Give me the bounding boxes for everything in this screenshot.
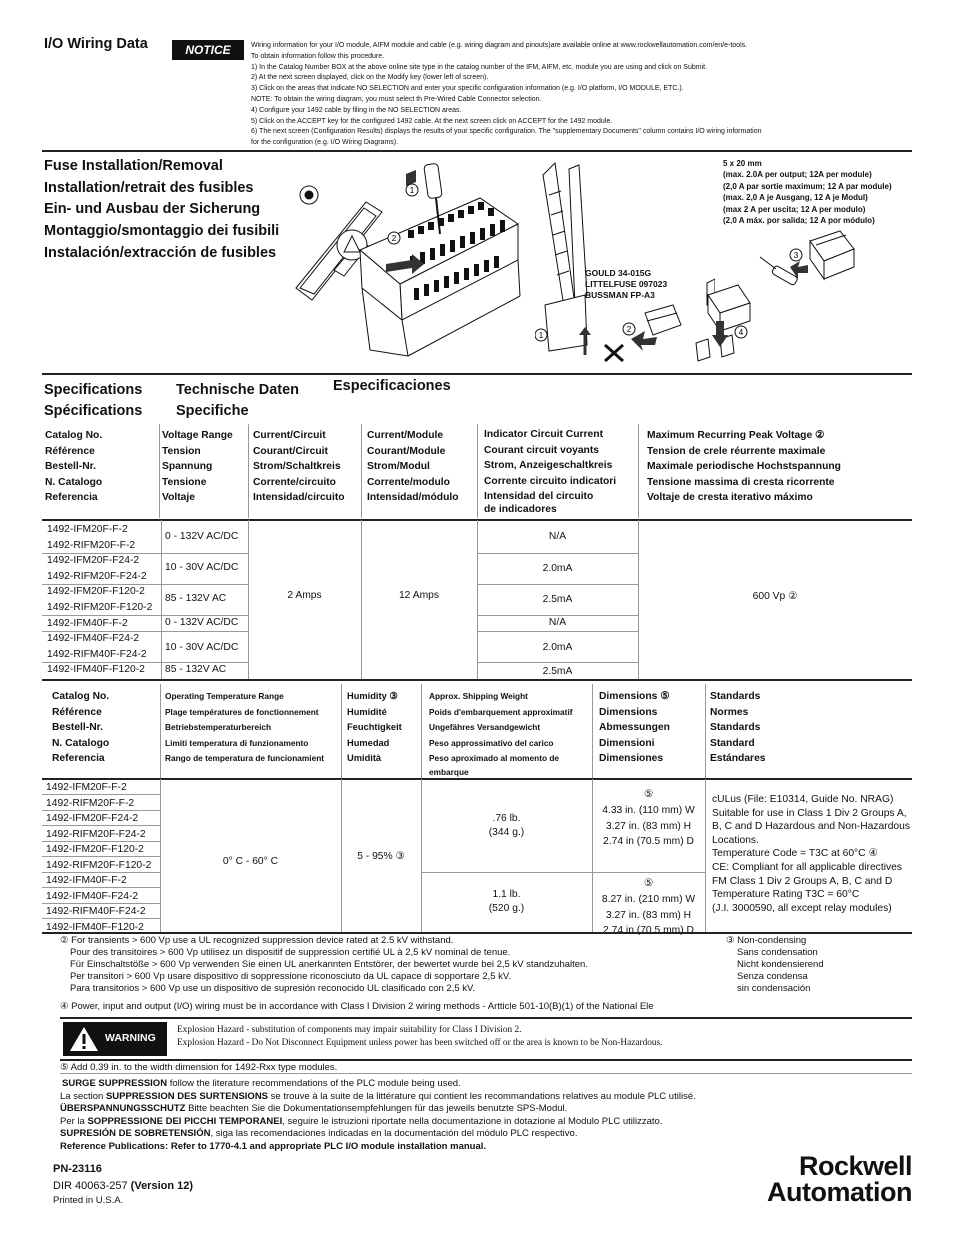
dimension-line: 2.74 in (70.5 mm) D <box>603 836 694 848</box>
fuse-titles <box>44 156 279 265</box>
catalog-list-2 <box>46 780 151 935</box>
fuse-title-fr: Installation/retrait des fusibles <box>44 179 254 196</box>
header-line: Voltage Range <box>162 430 233 441</box>
table-row: 1492-IFM20F-F-2 <box>47 524 128 535</box>
step-number: 1 <box>538 331 544 340</box>
fuse-rating-line: (max 2 A per uscita; 12 A per modulo) <box>723 204 866 214</box>
header-line: Maximum Recurring Peak Voltage ② <box>647 430 825 441</box>
step-number: 1 <box>409 186 415 195</box>
header-line: Référence <box>45 445 95 457</box>
header-line: Catalog No. <box>45 430 103 441</box>
spec-heading-en-fr <box>44 380 142 422</box>
fuse-brand: LITTELFUSE 097023 <box>585 279 668 289</box>
standards-list <box>712 793 910 915</box>
table-row: 1492-IFM40F-F24-2 <box>47 633 140 645</box>
header-peak <box>647 428 841 506</box>
header-line: Voltaje <box>162 492 195 503</box>
dimensions-40 <box>592 876 705 939</box>
current-module-value: 12 Amps <box>398 590 440 601</box>
footnote-line: ② For transients > 600 Vp use a UL recognized suppression device rated at 2.5 kV withstand. <box>60 935 454 946</box>
io-line: 1) In the Catalog Number BOX at the above online site type in the catalog number of the IFM, AIFM, etc. module you are using and click on Submit. <box>251 63 708 71</box>
header-line: Tensione massima di cresta ricorrente <box>647 476 835 488</box>
fuse-title-de: Ein- und Ausbau der Sicherung <box>44 201 261 218</box>
header-line: Humedad <box>347 737 390 748</box>
standard-line: Locations. <box>712 834 759 846</box>
fuse-rating-line: (max. 2,0 A je Ausgang, 12 A je Modul) <box>723 193 868 203</box>
header-line: Dimensiones <box>599 753 664 764</box>
header-line: Ungefähres Versandgewicht <box>429 722 541 732</box>
header-line: Intensidad/circuito <box>253 492 345 503</box>
header-voltage <box>162 428 233 506</box>
header-line: Spannung <box>162 461 213 472</box>
table-row: 1492-IFM40F-F-2 <box>46 875 127 886</box>
fuse-brands <box>585 268 667 301</box>
footnote-line: Per transitori > 600 Vp usare dispositivo di soppressione riconosciuto da UL capace di sopportare 2,5 kV. <box>70 971 512 982</box>
standard-line: B, C and D Hazardous and Non-Hazardous <box>712 821 911 833</box>
fuse-title-es: Instalación/extracción de fusibles <box>44 244 277 261</box>
fuse-brand: GOULD 34-015G <box>585 268 652 278</box>
surge-line: SURGE SUPPRESSION follow the literature recommendations of the PLC module being used. <box>62 1078 461 1089</box>
step-number: 4 <box>738 328 744 337</box>
warning-text <box>177 1024 662 1049</box>
header-line: Strom/Modul <box>367 461 430 472</box>
io-line: for the configuration (e.g. I/O Wiring Diagrams). <box>251 139 399 147</box>
spec-heading: Specifications <box>44 382 143 398</box>
header-line: N. Catalogo <box>45 476 103 488</box>
footnote-line: Para transitorios > 600 Vp use un dispositivo de supresión reconocido UL clasificado con 2,5 kV. <box>70 983 476 994</box>
voltage-cell: 10 - 30V AC/DC <box>165 562 239 573</box>
header-current-circuit <box>253 428 345 506</box>
io-instructions <box>251 41 891 149</box>
spec-heading: Spécifications <box>44 403 143 419</box>
table-row: 1492-IFM40F-F24-2 <box>46 890 139 902</box>
temperature-value: 0° C - 60° C <box>222 856 279 867</box>
table-row: 1492-RIFM20F-F-2 <box>47 539 136 551</box>
header-humidity <box>347 689 402 767</box>
header-line: Intensidad/módulo <box>367 492 459 503</box>
catalog-list <box>47 522 152 678</box>
header-line: N. Catalogo <box>52 737 110 749</box>
header-line: Dimensions <box>599 706 658 718</box>
fuse-module-illustration <box>290 160 530 365</box>
surge-line: SUPRESIÓN DE SOBRETENSIÓN, siga las recomendaciones indicadas en la documentación del módulo PLC respectivo. <box>60 1128 578 1139</box>
header-line: Maximale periodische Hochstspannung <box>647 461 841 472</box>
section-divider <box>42 373 912 375</box>
voltage-cell: 0 - 132V AC/DC <box>165 531 239 542</box>
header-line: Standards <box>710 691 761 702</box>
header-line: Intensidad del circuito <box>484 491 594 502</box>
surge-line: Reference Publications: Refer to 1770-4.1 and appropriate PLC I/O module installation manual. <box>60 1140 487 1152</box>
indicator-cell: 2.5mA <box>542 594 573 605</box>
table-row: 1492-IFM20F-F-2 <box>46 782 127 793</box>
header-line: Rango de temperatura de funcionamient <box>165 753 325 763</box>
header-line: Tension de crele réurrente maximale <box>647 445 826 457</box>
peak-voltage-value: 600 Vp ② <box>752 591 798 602</box>
table-row: 1492-IFM20F-F120-2 <box>46 844 144 855</box>
header-line: Voltaje de cresta iterativo máximo <box>647 492 813 503</box>
part-number: PN-23116 <box>53 1163 102 1175</box>
weight-line: (344 g.) <box>488 827 525 838</box>
header-line: Abmessungen <box>599 722 670 733</box>
header-line: Operating Temperature Range <box>165 691 284 701</box>
header-line: Bestell-Nr. <box>45 461 96 472</box>
header-indicator <box>484 427 616 515</box>
printed-in: Printed in U.S.A. <box>53 1195 124 1206</box>
fuse-title-en: Fuse Installation/Removal <box>44 158 223 174</box>
dimensions-20 <box>592 787 705 850</box>
footnote-humidity <box>726 935 824 995</box>
io-line: 6) The next screen (Configuration Results) displays the results of your specific configuration. The "supplementary Documents" column contains I/O wiring information <box>251 128 762 136</box>
table-row: 1492-RIFM20F-F120-2 <box>46 859 152 871</box>
fuse-rating-line: 5 x 20 mm <box>723 159 762 168</box>
current-circuit-value: 2 Amps <box>287 590 322 601</box>
table-row: 1492-RIFM20F-F24-2 <box>47 570 147 582</box>
logo-word: Rockwell <box>798 1151 912 1181</box>
header-dimensions <box>599 689 670 767</box>
standard-line: cULus (File: E10314, Guide No. NRAG) <box>712 794 894 805</box>
footnote-wiring: ④ Power, input and output (I/O) wiring must be in accordance with Class I Division 2 wiring methods - Artticle 501-10(B)(1) of the National Ele <box>60 1001 654 1012</box>
step-number: 3 <box>793 251 799 260</box>
header-standards <box>710 689 766 767</box>
dimension-line: 8.27 in. (210 mm) W <box>601 893 696 905</box>
io-line: 5) Click on the ACCEPT key for the configured 1492 cable. At the next screen click on ACCEPT for the 1492 module. <box>251 117 613 125</box>
dimension-line: ⑤ <box>643 878 654 889</box>
humidity-value: 5 - 95% ③ <box>357 851 405 862</box>
dimension-line: 3.27 in. (83 mm) H <box>605 909 692 921</box>
header-line: Corrente/circuito <box>253 476 336 488</box>
header-line: Umidità <box>347 753 382 763</box>
weight-line: 1.1 lb. <box>492 889 521 900</box>
dimension-line: 4.33 in. (110 mm) W <box>602 804 695 816</box>
fuse-holder-illustration <box>690 225 890 370</box>
header-weight <box>429 689 573 777</box>
indicator-cell: N/A <box>548 531 567 542</box>
warning-box <box>60 1017 912 1061</box>
table-row: 1492-RIFM20F-F120-2 <box>47 601 153 613</box>
notice-badge: NOTICE <box>172 40 244 60</box>
header-line: Tension <box>162 445 201 457</box>
header-line: embarque <box>429 766 469 777</box>
spec-heading-de-it <box>176 380 299 422</box>
header-line: Referencia <box>52 753 105 764</box>
io-line: Wiring information for your I/O module, AIFM module and cable (e.g. wiring diagram and pinouts)are available online at www.rockwellautomation.com/en/e-tools. <box>251 42 748 49</box>
header-line: Dimensions ⑤ <box>599 691 670 702</box>
voltage-cell: 85 - 132V AC <box>165 593 227 604</box>
footnote-line: ③ Non-condensing <box>726 935 807 946</box>
footnote-line: Sans condensation <box>737 947 818 958</box>
footnote-line: sin condensación <box>737 983 811 994</box>
warning-badge <box>63 1022 167 1056</box>
warning-icon <box>69 1026 99 1052</box>
io-line: To obtain information follow this procedure. <box>251 52 385 60</box>
indicator-cell: N/A <box>548 617 567 628</box>
header-line: Corrente/modulo <box>367 476 450 488</box>
rockwell-automation-logo <box>712 1153 912 1205</box>
header-line: Peso aproximado al momento de <box>429 753 560 763</box>
voltage-cell: 10 - 30V AC/DC <box>165 642 239 653</box>
header-line: Betriebstemperaturbereich <box>165 722 272 732</box>
standard-line: Temperature Rating T3C = 60°C <box>712 889 860 901</box>
io-line: 2) At the next screen displayed, click on the Modify key (lower left of screen). <box>251 74 489 82</box>
surge-line: ÜBERSPANNUNGSSCHUTZ Bitte beachten Sie die Dokumentationsempfehlungen für das jeweils benutzte SPS-Modul. <box>60 1103 568 1114</box>
header-line: Courant circuit voyants <box>484 444 600 456</box>
header-line: Standard <box>710 737 755 749</box>
header-line: Tensione <box>162 476 207 488</box>
io-line: 3) Click on the areas that indicate NO SELECTION and enter your specific configuration information (e.g. I/O platform, I/O MODULE, ETC.). <box>251 85 684 93</box>
standard-line: (J.I. 3000590, all except relay modules) <box>712 902 892 914</box>
table-row: 1492-RIFM40F-F24-2 <box>47 648 147 660</box>
fuse-brand: BUSSMAN FP-A3 <box>585 290 655 300</box>
header-line: Current/Circuit <box>253 430 326 441</box>
header-line: Bestell-Nr. <box>52 722 103 733</box>
step-number: 2 <box>391 234 397 243</box>
table-row: 1492-IFM20F-F24-2 <box>47 555 140 567</box>
footnote-line: Nicht kondensierend <box>737 959 824 970</box>
standard-line: FM Class 1 Div 2 Groups A, B, C and D <box>712 875 893 887</box>
header-line: Strom, Anzeigeschaltkreis <box>484 460 613 471</box>
dimension-line: 2.74 in (70.5 mm) D <box>603 925 694 937</box>
footnote-line: Pour des transitoires > 600 Vp utilisez un dispositif de suppression certifié UL à 2,5 kV nominal de tenue. <box>70 947 511 958</box>
header-line: Normes <box>710 706 749 718</box>
warning-line: Explosion Hazard - substitution of components may impair suitability for Class I Division 2. <box>177 1025 522 1035</box>
table-row: 1492-RIFM40F-F24-2 <box>46 906 146 917</box>
fuse-rating-line: (max. 2.0A per output; 12A per module) <box>723 170 872 180</box>
logo-word: Automation <box>767 1177 912 1207</box>
section-divider <box>42 150 912 152</box>
weight-40 <box>421 888 592 916</box>
dimension-line: ⑤ <box>643 789 654 800</box>
header-line: Limiti temperatura di funzionamento <box>165 737 309 748</box>
warning-label: WARNING <box>105 1032 156 1044</box>
fuse-rating-line: (2,0 A máx. por salida; 12 A por módulo) <box>723 216 875 226</box>
io-line: 4) Configure your 1492 cable by filing in the NO SELECTION areas. <box>251 106 462 114</box>
header-line: Catalog No. <box>52 691 110 702</box>
header-line: Approx. Shipping Weight <box>429 691 528 701</box>
header-line: Courant/Module <box>367 445 446 457</box>
weight-line: (520 g.) <box>488 903 525 914</box>
voltage-cell: 0 - 132V AC/DC <box>165 617 239 628</box>
weight-20 <box>421 812 592 840</box>
header-temp <box>165 689 324 767</box>
header-line: Courant/Circuit <box>253 445 328 457</box>
spec-heading: Specifiche <box>176 403 249 419</box>
header-line: Estándares <box>710 753 766 764</box>
header-line: Indicator Circuit Current <box>484 429 603 440</box>
standard-line: Suitable for use in Class 1 Div 2 Groups A, <box>712 807 907 819</box>
surge-line: Per la SOPPRESSIONE DEI PICCHI TEMPORANEI, seguire le istruzioni riportate nella documentazione in dotazione al Modulo PLC utilizzato. <box>60 1115 663 1127</box>
header-line: Référence <box>52 706 102 718</box>
header-line: Feuchtigkeit <box>347 722 402 732</box>
footnote-line: Für Einschaltstöße > 600 Vp verwenden Sie einen UL anerkannten Entstörer, der bewertet wurde bei 2,5 kV standzuhalten. <box>70 959 588 970</box>
header-line: Referencia <box>45 492 98 503</box>
io-line: NOTE: To obtain the wiring diagram, you must select th Pre-Wired Cable Connector selection. <box>251 95 542 103</box>
header-current-module <box>367 428 459 506</box>
indicator-cell: 2.0mA <box>542 563 573 574</box>
weight-line: .76 lb. <box>492 813 521 824</box>
header-line: Plage températures de fonctionnement <box>165 706 319 717</box>
header-catalog-2 <box>52 689 109 767</box>
dir-number: DIR 40063-257 (Version 12) <box>53 1180 194 1192</box>
table-row: 1492-IFM20F-F120-2 <box>47 586 145 598</box>
dimension-line: 3.27 in. (83 mm) H <box>605 820 692 832</box>
surge-line: La section SUPPRESSION DES SURTENSIONS se trouve à la suite de la littérature qui contient les recommandations relatives au module PLC utilisé. <box>60 1090 696 1102</box>
header-line: Humidité <box>347 706 387 717</box>
table-row: 1492-IFM40F-F-2 <box>47 617 128 629</box>
footnote-line: Senza condensa <box>737 971 808 982</box>
warning-line: Explosion Hazard - Do Not Disconnect Equipment unless power has been switched off or the area is known to be Non-Hazardous. <box>177 1037 663 1048</box>
fuse-rating-line: (2,0 A par sortie maximum; 12 A par module) <box>723 181 892 191</box>
surge-suppression <box>60 1078 696 1153</box>
io-wiring-title: I/O Wiring Data <box>44 36 148 52</box>
indicator-cell: 2.0mA <box>542 642 573 653</box>
standard-line: CE: Compliant for all applicable directives <box>712 861 903 873</box>
header-line: Humidity ③ <box>347 691 398 701</box>
header-line: Dimensioni <box>599 737 655 749</box>
table-row: 1492-IFM40F-F120-2 <box>47 664 145 676</box>
table-row: 1492-IFM40F-F120-2 <box>46 921 144 933</box>
table-row: 1492-IFM20F-F24-2 <box>46 813 139 824</box>
table-row: 1492-RIFM20F-F24-2 <box>46 828 146 840</box>
header-line: Current/Module <box>367 430 444 441</box>
step-number: 2 <box>626 325 632 334</box>
header-line: Strom/Schaltkreis <box>253 461 341 472</box>
header-line: de indicadores <box>484 503 557 515</box>
footnote-width: ⑤ Add 0.39 in. to the width dimension for 1492-Rxx type modules. <box>60 1062 338 1073</box>
spec-heading-es: Especificaciones <box>333 378 451 394</box>
table-row: 1492-RIFM20F-F-2 <box>46 797 135 809</box>
header-line: Peso approssimativo del carico <box>429 737 554 748</box>
fuse-puller-illustration <box>535 155 715 370</box>
header-catalog <box>45 428 102 506</box>
header-line: Corrente circuito indicatori <box>484 475 617 487</box>
indicator-cell: 2.5mA <box>542 666 573 677</box>
spec-heading: Technische Daten <box>176 382 300 398</box>
voltage-cell: 85 - 132V AC <box>165 664 227 675</box>
footnote-transients <box>60 935 588 995</box>
header-line: Poids d'embarquement approximatif <box>429 706 573 717</box>
standard-line: Temperature Code = T3C at 60°C ④ <box>712 848 878 860</box>
header-line: Standards <box>710 722 761 733</box>
fuse-rating <box>723 158 892 226</box>
fuse-title-it: Montaggio/smontaggio dei fusibili <box>44 223 280 240</box>
